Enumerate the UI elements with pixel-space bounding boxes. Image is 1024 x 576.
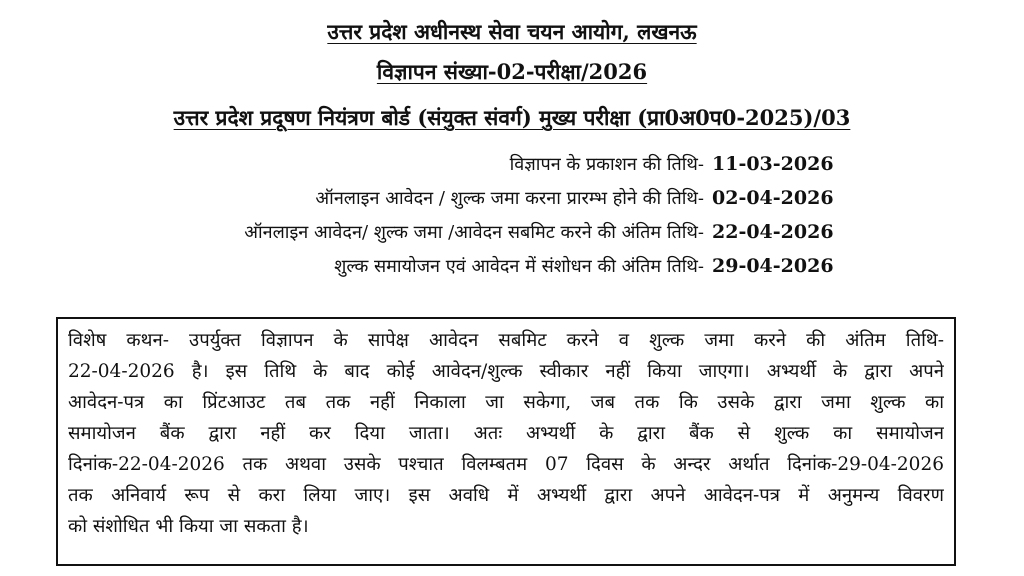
exam-title-text: उत्तर प्रदेश प्रदूषण नियंत्रण बोर्ड (संयुक्त संवर्ग) मुख्य परीक्षा (प्रा0अ0प0-2025)/03 bbox=[173, 105, 851, 130]
date-label: ऑनलाइन आवेदन / शुल्क जमा करना प्रारम्भ होने की तिथि- bbox=[315, 188, 704, 209]
special-notice-box bbox=[56, 317, 956, 566]
date-label: ऑनलाइन आवेदन/ शुल्क जमा /आवेदन सबमिट करने की अंतिम तिथि- bbox=[244, 222, 704, 243]
date-label: विज्ञापन के प्रकाशन की तिथि- bbox=[509, 154, 704, 175]
notice-line: तक अनिवार्य रूप से करा लिया जाए। इस अवधि में अभ्यर्थी द्वारा अपने आवेदन-पत्र में अनुमन्य विवरण bbox=[68, 485, 944, 506]
date-row-application-start bbox=[90, 186, 834, 220]
important-dates bbox=[90, 152, 834, 288]
advertisement-number-text: विज्ञापन संख्या-02-परीक्षा/2026 bbox=[376, 59, 648, 84]
date-value: 29-04-2026 bbox=[712, 255, 834, 277]
notice-line: विशेष कथन- उपर्युक्त विज्ञापन के सापेक्ष आवेदन सबमिट करने व शुल्क जमा करने की अंतिम तिथि- bbox=[68, 330, 944, 351]
date-row-fee-adjustment-last bbox=[90, 254, 834, 288]
advertisement-number bbox=[0, 58, 1024, 86]
notice-line: दिनांक-22-04-2026 तक अथवा उसके पश्चात विलम्बतम 07 दिवस के अन्दर अर्थात दिनांक-29-04-2026 bbox=[68, 454, 944, 475]
date-row-publication bbox=[90, 152, 834, 186]
notice-line: 22-04-2026 है। इस तिथि के बाद कोई आवेदन/शुल्क स्वीकार नहीं किया जाएगा। अभ्यर्थी के द्वारा अपने bbox=[68, 361, 944, 382]
date-value: 11-03-2026 bbox=[712, 153, 834, 175]
notice-line: को संशोधित भी किया जा सकता है। bbox=[68, 516, 309, 537]
notice-line: समायोजन बैंक द्वारा नहीं कर दिया जाता। अतः अभ्यर्थी के द्वारा बैंक से शुल्क का समायोजन bbox=[68, 423, 944, 444]
date-row-application-last bbox=[90, 220, 834, 254]
org-title bbox=[0, 18, 1024, 46]
notice-line: आवेदन-पत्र का प्रिंटआउट तब तक नहीं निकाला जा सकेगा, जब तक कि उसके द्वारा जमा शुल्क का bbox=[68, 392, 944, 413]
exam-title bbox=[0, 104, 1024, 132]
org-title-text: उत्तर प्रदेश अधीनस्थ सेवा चयन आयोग, लखनऊ bbox=[327, 19, 697, 44]
date-value: 02-04-2026 bbox=[712, 187, 834, 209]
date-label: शुल्क समायोजन एवं आवेदन में संशोधन की अंतिम तिथि- bbox=[334, 256, 704, 277]
date-value: 22-04-2026 bbox=[712, 221, 834, 243]
